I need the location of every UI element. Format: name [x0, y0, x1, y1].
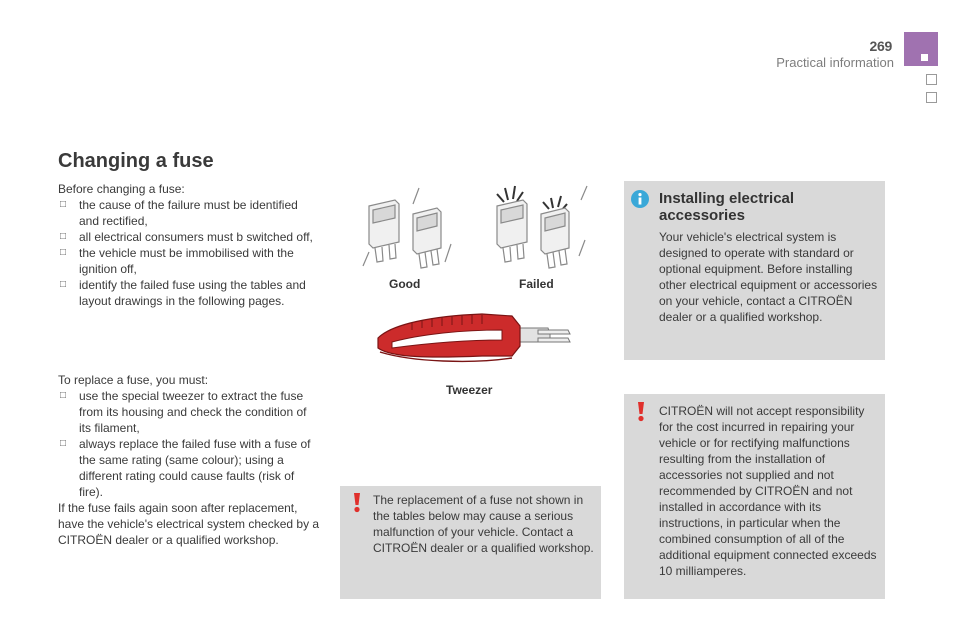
before-changing-block	[58, 181, 320, 309]
failed-label: Failed	[519, 277, 554, 291]
section-title: Practical information	[776, 55, 894, 70]
tweezer-illustration	[372, 308, 582, 370]
info-heading: Installing electrical accessories	[659, 190, 795, 224]
section-tab-active	[904, 32, 938, 66]
warning-icon	[348, 493, 366, 513]
section-tab-box	[926, 74, 937, 85]
fuse-illustration	[355, 182, 595, 274]
list-item: □ the vehicle must be immobilised with the ignition off,	[60, 246, 294, 276]
warning-right-text: CITROËN will not accept responsibility for the cost incurred in repairing your vehicle or for rectifying malfunctions resulting from the installation of accessories not supplied and not recommended by CITROËN and not installed in accordance with its instructions, in particular when the combined consumption of all of the additional equipment connected exceeds 10 milliamperes.	[659, 404, 877, 578]
replace-outro: If the fuse fails again soon after replacement, have the vehicle's electrical system checked by a CITROËN dealer or a qualified workshop.	[58, 501, 320, 547]
page-number: 269	[869, 38, 892, 54]
list-item: □ use the special tweezer to extract the fuse from its housing and check the condition of its filament,	[60, 389, 307, 435]
main-heading: Changing a fuse	[58, 150, 214, 172]
list-item: □ identify the failed fuse using the tables and layout drawings in the following pages.	[60, 278, 306, 308]
list-item: □ always replace the failed fuse with a fuse of the same rating (same colour); using a different rating could cause faults (risk of fire).	[60, 437, 311, 499]
tweezer-label: Tweezer	[446, 383, 493, 397]
list-item: □ the cause of the failure must be identified and rectified,	[60, 198, 298, 228]
info-icon	[631, 190, 649, 208]
warning-icon	[632, 402, 650, 422]
warning-left-text: The replacement of a fuse not shown in the tables below may cause a serious malfunction of your vehicle. Contact a CITROËN dealer or a qualified workshop.	[373, 493, 594, 555]
list-item: □ all electrical consumers must b switched off,	[60, 230, 313, 244]
good-label: Good	[389, 277, 421, 291]
section-tab-box	[926, 92, 937, 103]
replace-block	[58, 372, 320, 548]
info-text: Your vehicle's electrical system is designed to operate with standard or optional equipment. Before installing other electrical equipment or accessories on your vehicle, contact a CITROËN dealer or a qualified workshop.	[659, 230, 878, 324]
before-intro: Before changing a fuse:	[58, 182, 185, 196]
replace-intro: To replace a fuse, you must:	[58, 373, 209, 387]
